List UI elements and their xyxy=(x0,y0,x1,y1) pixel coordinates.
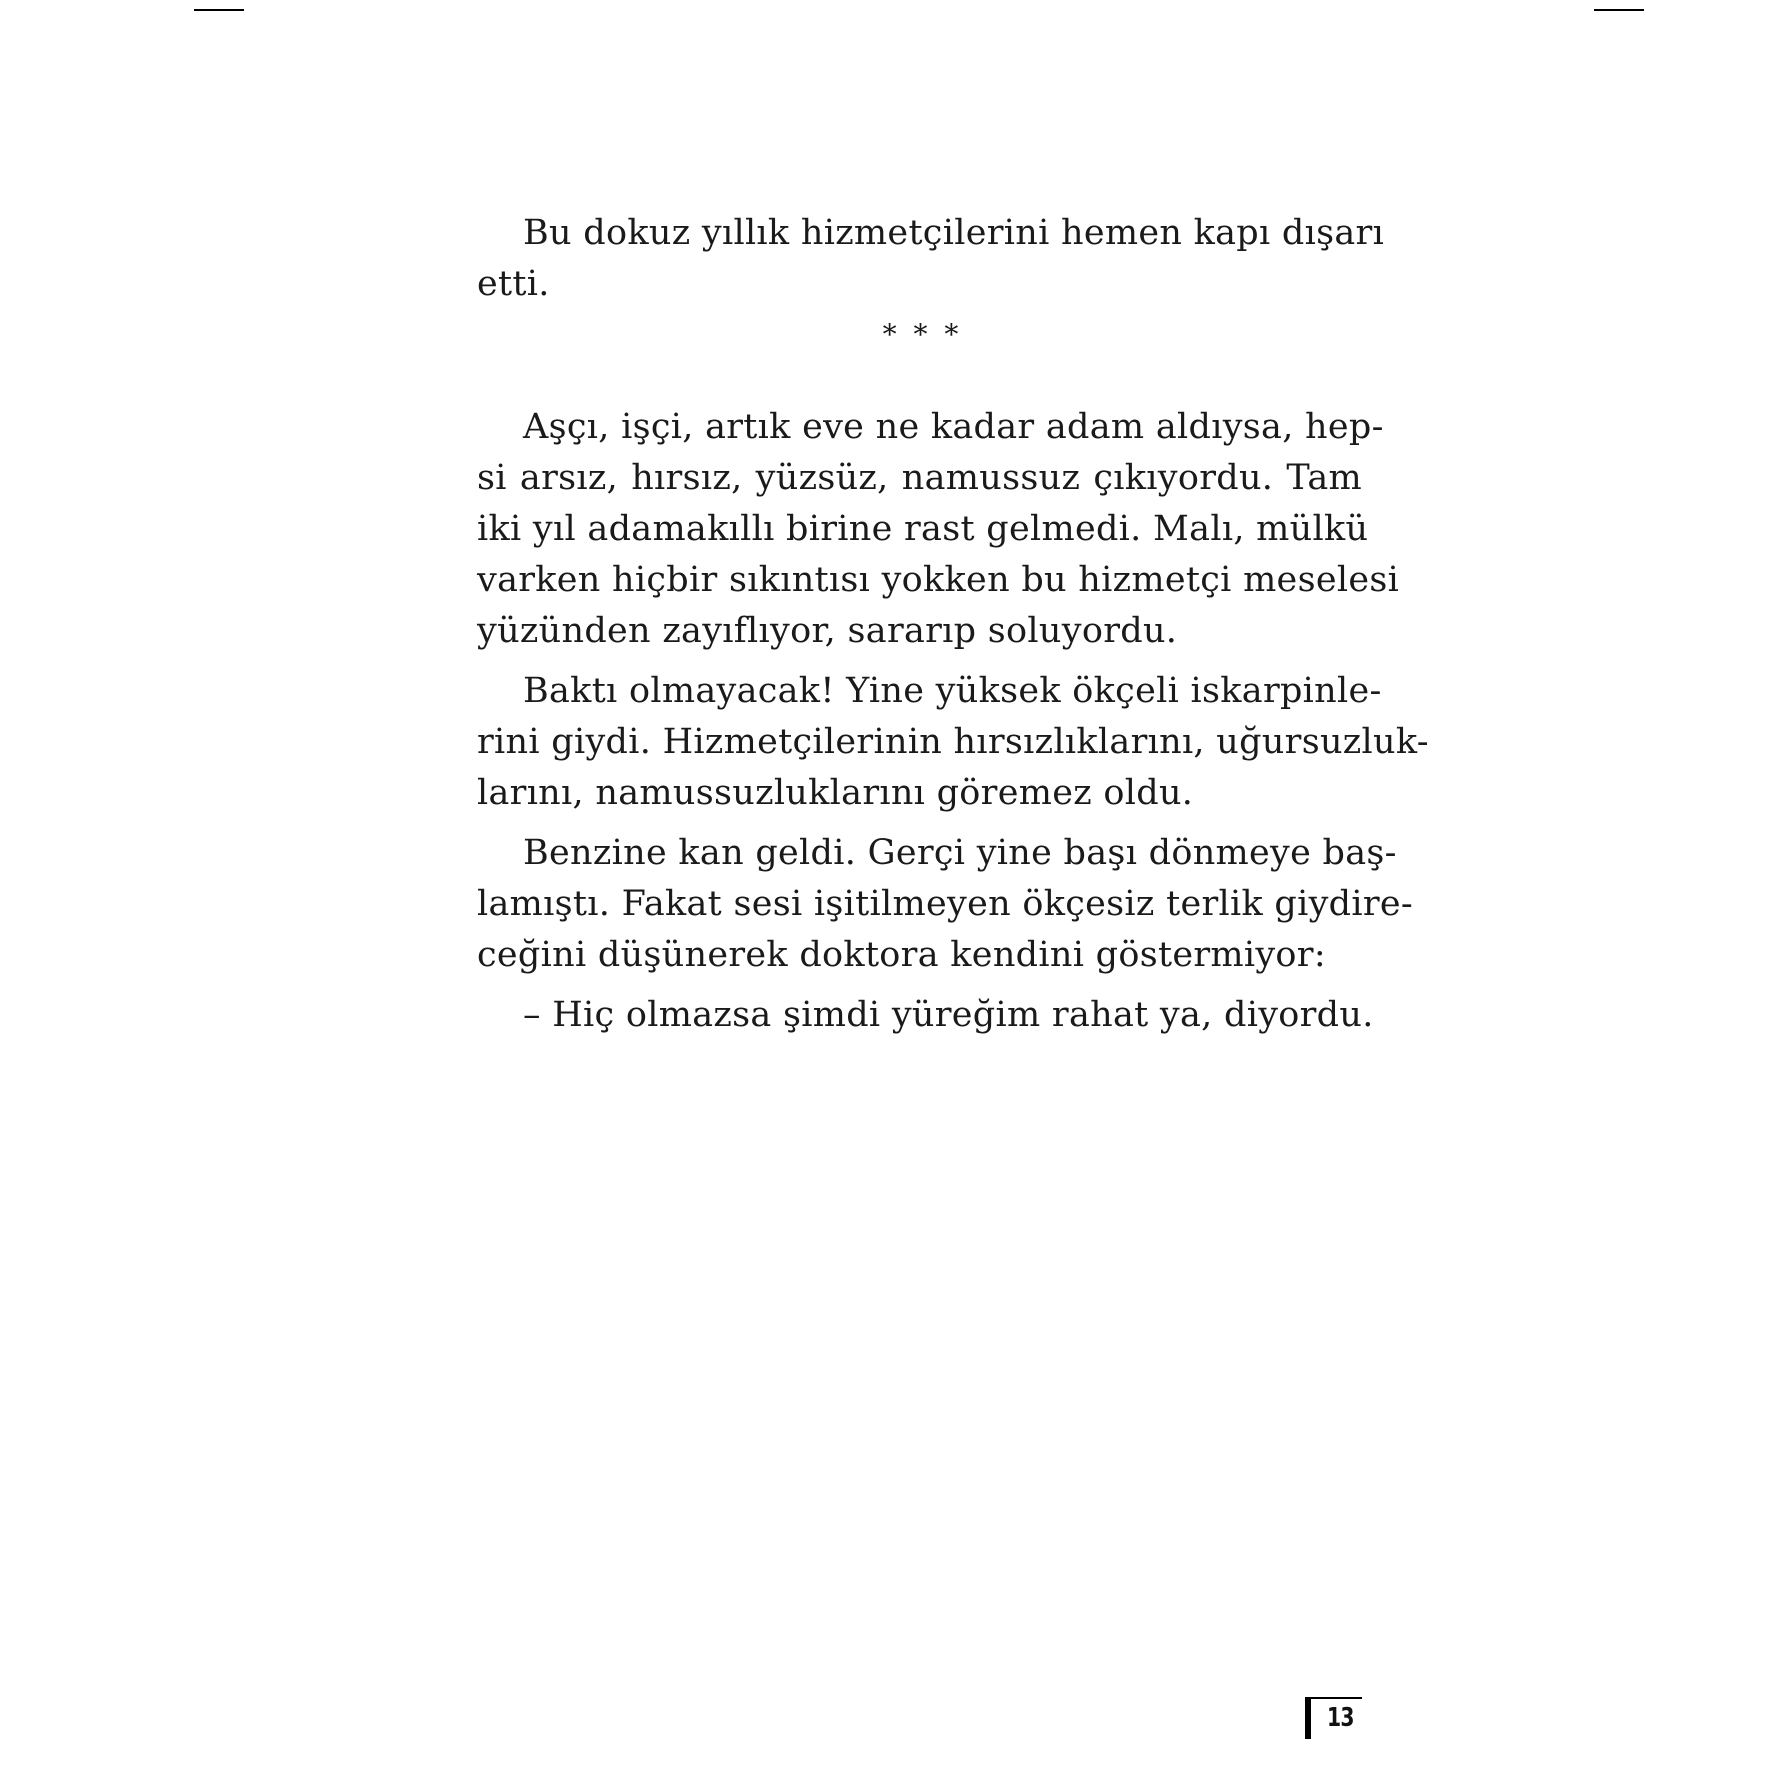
text-line: Aşçı, işçi, artık eve ne kadar adam aldıysa, hep- xyxy=(523,407,1384,447)
paragraph xyxy=(477,990,1374,1041)
text-line: varken hiçbir sıkıntısı yokken bu hizmetçi meselesi xyxy=(477,560,1400,600)
text-line: larını, namussuzluklarını göremez oldu. xyxy=(477,773,1194,813)
crop-mark-right xyxy=(1594,9,1644,11)
page-number-bracket-horizontal xyxy=(1305,1697,1362,1699)
paragraph xyxy=(477,402,1400,657)
page-number: 13 xyxy=(1327,1703,1354,1733)
text-line: lamıştı. Fakat sesi işitilmeyen ökçesiz terlik giydire- xyxy=(477,884,1414,924)
text-line: ceğini düşünerek doktora kendini göstermiyor: xyxy=(477,935,1326,975)
text-line: Bu dokuz yıllık hizmetçilerini hemen kapı dışarı xyxy=(523,213,1385,253)
page-number-bracket-vertical xyxy=(1305,1697,1311,1739)
paragraph xyxy=(477,828,1414,981)
text-line: Benzine kan geldi. Gerçi yine başı dönmeye baş- xyxy=(523,833,1397,873)
paragraph xyxy=(477,208,1385,310)
section-separator: * * * xyxy=(882,318,963,351)
text-line: etti. xyxy=(477,264,550,304)
dialogue-line: – Hiç olmazsa şimdi yüreğim rahat ya, diyordu. xyxy=(523,995,1374,1035)
text-line: iki yıl adamakıllı birine rast gelmedi. Malı, mülkü xyxy=(477,509,1369,549)
text-line: yüzünden zayıflıyor, sararıp soluyordu. xyxy=(477,611,1178,651)
text-line: si arsız, hırsız, yüzsüz, namussuz çıkıyordu. Tam xyxy=(477,458,1362,498)
page-body xyxy=(477,208,1429,1041)
text-line: Baktı olmayacak! Yine yüksek ökçeli iskarpinle- xyxy=(523,671,1382,711)
crop-mark-left xyxy=(194,9,244,11)
text-line: rini giydi. Hizmetçilerinin hırsızlıklarını, uğursuzluk- xyxy=(477,722,1429,762)
page-number-marker xyxy=(1305,1697,1365,1741)
paragraph xyxy=(477,666,1429,819)
